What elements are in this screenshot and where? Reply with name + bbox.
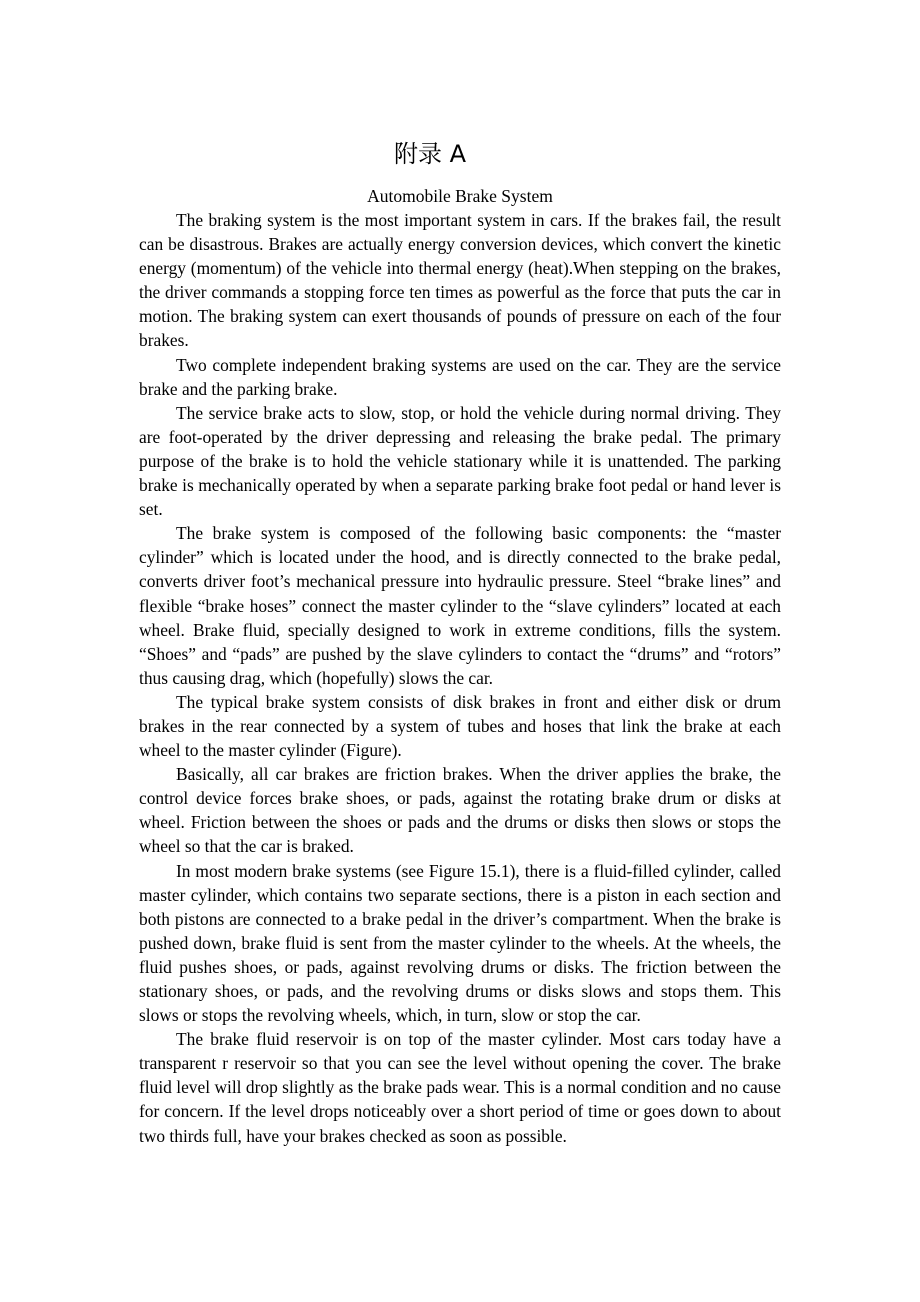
body-paragraph: The brake fluid reservoir is on top of the master cylinder. Most cars today have a transparent r reservoir so that you can see the level without opening the cover. The brake fluid level will drop slightly as the brake pads wear. This is a normal condition and no cause for concern. If the level drops noticeably over a short period of time or goes down to about two thirds full, have your brakes checked as soon as possible.: [139, 1029, 781, 1146]
body-paragraph: The braking system is the most important system in cars. If the brakes fail, the result can be disastrous. Brakes are actually energy conversion devices, which convert the kinetic energy (momentum) of the vehicle into thermal energy (heat).When stepping on the brakes, the driver commands a stopping force ten times as powerful as the force that puts the car in motion. The braking system can exert thousands of pounds of pressure on each of the four brakes.: [139, 210, 781, 351]
document-body: [139, 208, 781, 1148]
body-paragraph: The typical brake system consists of disk brakes in front and either disk or drum brakes in the rear connected by a system of tubes and hoses that link the brake at each wheel to the master cylinder (Figure).: [139, 691, 781, 761]
appendix-heading: 附录 A: [393, 140, 467, 168]
body-paragraph: The service brake acts to slow, stop, or hold the vehicle during normal driving. They are foot-operated by the driver depressing and releasing the brake pedal. The primary purpose of the brake is to hold the vehicle stationary while it is unattended. The parking brake is mechanically operated by when a separate parking brake foot pedal or hand lever is set.: [139, 402, 781, 520]
body-paragraph: The brake system is composed of the following basic components: the “master cylinder” which is located under the hood, and is directly connected to the brake pedal, converts driver foot’s mechanical pressure into hydraulic pressure. Steel “brake lines” and flexible “brake hoses” connect the master cylinder to the “slave cylinders” located at each wheel. Brake fluid, specially designed to work in extreme conditions, fills the system. “Shoes” and “pads” are pushed by the slave cylinders to contact the “drums” and “rotors” thus causing drag, which (hopefully) slows the car.: [139, 523, 781, 688]
body-paragraph: In most modern brake systems (see Figure 15.1), there is a fluid-filled cylinder, called master cylinder, which contains two separate sections, there is a piston in each section and both pistons are connected to a brake pedal in the driver’s compartment. When the brake is pushed down, brake fluid is sent from the master cylinder to the wheels. At the wheels, the fluid pushes shoes, or pads, against revolving drums or disks. The friction between the stationary shoes, or pads, and the revolving drums or disks slows and stops them. This slows or stops the revolving wheels, which, in turn, slow or stop the car.: [139, 860, 781, 1026]
document-subtitle: Automobile Brake System: [367, 186, 553, 206]
body-paragraph: Two complete independent braking systems are used on the car. They are the service brake and the parking brake.: [139, 354, 781, 399]
body-paragraph: Basically, all car brakes are friction brakes. When the driver applies the brake, the control device forces brake shoes, or pads, against the rotating brake drum or disks at wheel. Friction between the shoes or pads and the drums or disks then slows or stops the wheel so that the car is braked.: [139, 764, 781, 857]
